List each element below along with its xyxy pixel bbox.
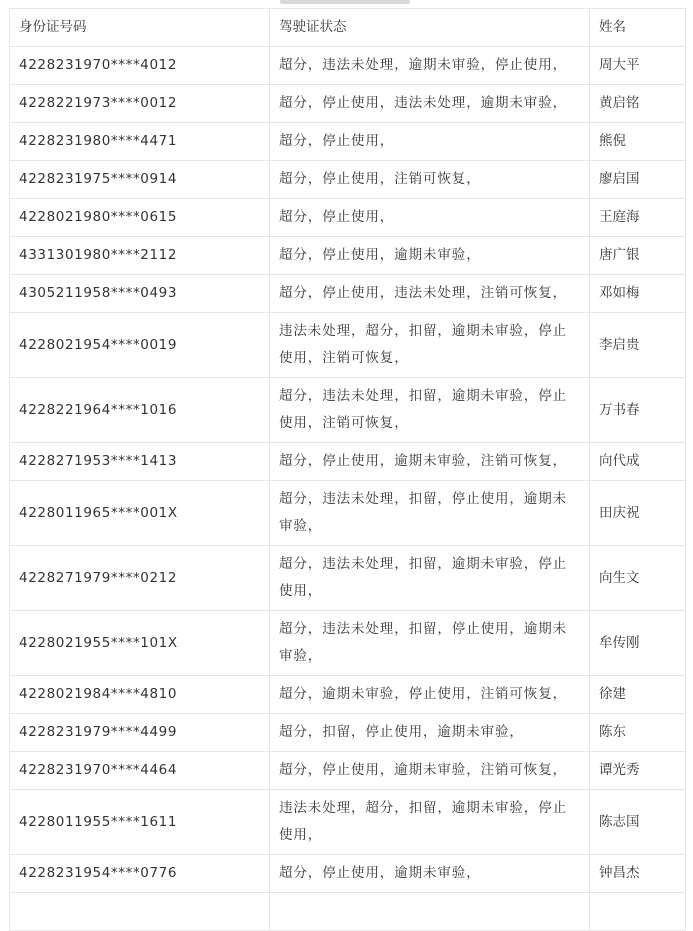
name-cell: 王庭海	[590, 199, 686, 237]
license-status-cell: 违法未处理，超分，扣留，逾期未审验，停止使用，注销可恢复，	[270, 313, 590, 378]
name-cell: 钟昌杰	[590, 855, 686, 893]
table-row	[10, 85, 686, 123]
name-cell: 向代成	[590, 443, 686, 481]
name-cell: 陈志国	[590, 790, 686, 855]
license-status-cell: 超分，停止使用，逾期未审验，	[270, 855, 590, 893]
license-status-cell: 超分，停止使用，逾期未审验，注销可恢复，	[270, 752, 590, 790]
name-cell: 陈东	[590, 714, 686, 752]
id-number-cell: 4228021984****4810	[10, 676, 270, 714]
license-status-cell: 超分，违法未处理，逾期未审验，停止使用，	[270, 47, 590, 85]
id-number-cell: 4305211958****0493	[10, 275, 270, 313]
table-row	[10, 855, 686, 893]
collapsed-header-tab	[280, 0, 410, 4]
license-status-cell: 超分，停止使用，违法未处理，逾期未审验，	[270, 85, 590, 123]
table-row	[10, 752, 686, 790]
id-number-cell: 4228021955****101X	[10, 611, 270, 676]
name-cell: 田庆祝	[590, 481, 686, 546]
name-cell: 万书春	[590, 378, 686, 443]
table-row	[10, 123, 686, 161]
header-license-status: 驾驶证状态	[270, 9, 590, 47]
table-row	[10, 546, 686, 611]
driver-license-table	[9, 8, 686, 931]
license-status-cell: 超分，违法未处理，扣留，逾期未审验，停止使用，注销可恢复，	[270, 378, 590, 443]
name-cell	[590, 893, 686, 931]
table-row	[10, 481, 686, 546]
header-id-number: 身份证号码	[10, 9, 270, 47]
name-cell: 李启贵	[590, 313, 686, 378]
name-cell: 周大平	[590, 47, 686, 85]
header-name: 姓名	[590, 9, 686, 47]
name-cell: 廖启国	[590, 161, 686, 199]
license-status-cell	[270, 893, 590, 931]
table-row	[10, 313, 686, 378]
license-status-cell: 超分，停止使用，注销可恢复，	[270, 161, 590, 199]
table-row	[10, 714, 686, 752]
table-row	[10, 676, 686, 714]
name-cell: 黄启铭	[590, 85, 686, 123]
id-number-cell: 4228271953****1413	[10, 443, 270, 481]
id-number-cell: 4228221964****1016	[10, 378, 270, 443]
table-row	[10, 611, 686, 676]
name-cell: 徐建	[590, 676, 686, 714]
license-status-cell: 超分，违法未处理，扣留，逾期未审验，停止使用，	[270, 546, 590, 611]
table-row	[10, 237, 686, 275]
table-row	[10, 378, 686, 443]
name-cell: 唐广银	[590, 237, 686, 275]
license-status-cell: 超分，违法未处理，扣留，停止使用，逾期未审验，	[270, 481, 590, 546]
id-number-cell: 4331301980****2112	[10, 237, 270, 275]
table-header-row	[10, 9, 686, 47]
license-status-cell: 超分，停止使用，逾期未审验，注销可恢复，	[270, 443, 590, 481]
license-status-cell: 超分，扣留，停止使用，逾期未审验，	[270, 714, 590, 752]
table-row	[10, 47, 686, 85]
id-number-cell: 4228021954****0019	[10, 313, 270, 378]
name-cell: 邓如梅	[590, 275, 686, 313]
id-number-cell: 4228271979****0212	[10, 546, 270, 611]
table-row	[10, 893, 686, 931]
name-cell: 谭光秀	[590, 752, 686, 790]
license-status-cell: 超分，停止使用，违法未处理，注销可恢复，	[270, 275, 590, 313]
license-status-cell: 超分，停止使用，	[270, 123, 590, 161]
license-status-cell: 超分，停止使用，	[270, 199, 590, 237]
name-cell: 牟传刚	[590, 611, 686, 676]
table-row	[10, 275, 686, 313]
id-number-cell: 4228231979****4499	[10, 714, 270, 752]
table-row	[10, 161, 686, 199]
license-status-cell: 违法未处理，超分，扣留，逾期未审验，停止使用，	[270, 790, 590, 855]
id-number-cell: 4228231980****4471	[10, 123, 270, 161]
name-cell: 熊倪	[590, 123, 686, 161]
name-cell: 向生文	[590, 546, 686, 611]
license-status-cell: 超分，违法未处理，扣留，停止使用，逾期未审验，	[270, 611, 590, 676]
id-number-cell: 4228011965****001X	[10, 481, 270, 546]
id-number-cell: 4228231975****0914	[10, 161, 270, 199]
table-row	[10, 199, 686, 237]
table-row	[10, 443, 686, 481]
table-row	[10, 790, 686, 855]
id-number-cell	[10, 893, 270, 931]
license-status-cell: 超分，逾期未审验，停止使用，注销可恢复，	[270, 676, 590, 714]
id-number-cell: 4228011955****1611	[10, 790, 270, 855]
id-number-cell: 4228231970****4464	[10, 752, 270, 790]
id-number-cell: 4228221973****0012	[10, 85, 270, 123]
id-number-cell: 4228231954****0776	[10, 855, 270, 893]
id-number-cell: 4228021980****0615	[10, 199, 270, 237]
license-status-cell: 超分，停止使用，逾期未审验，	[270, 237, 590, 275]
id-number-cell: 4228231970****4012	[10, 47, 270, 85]
